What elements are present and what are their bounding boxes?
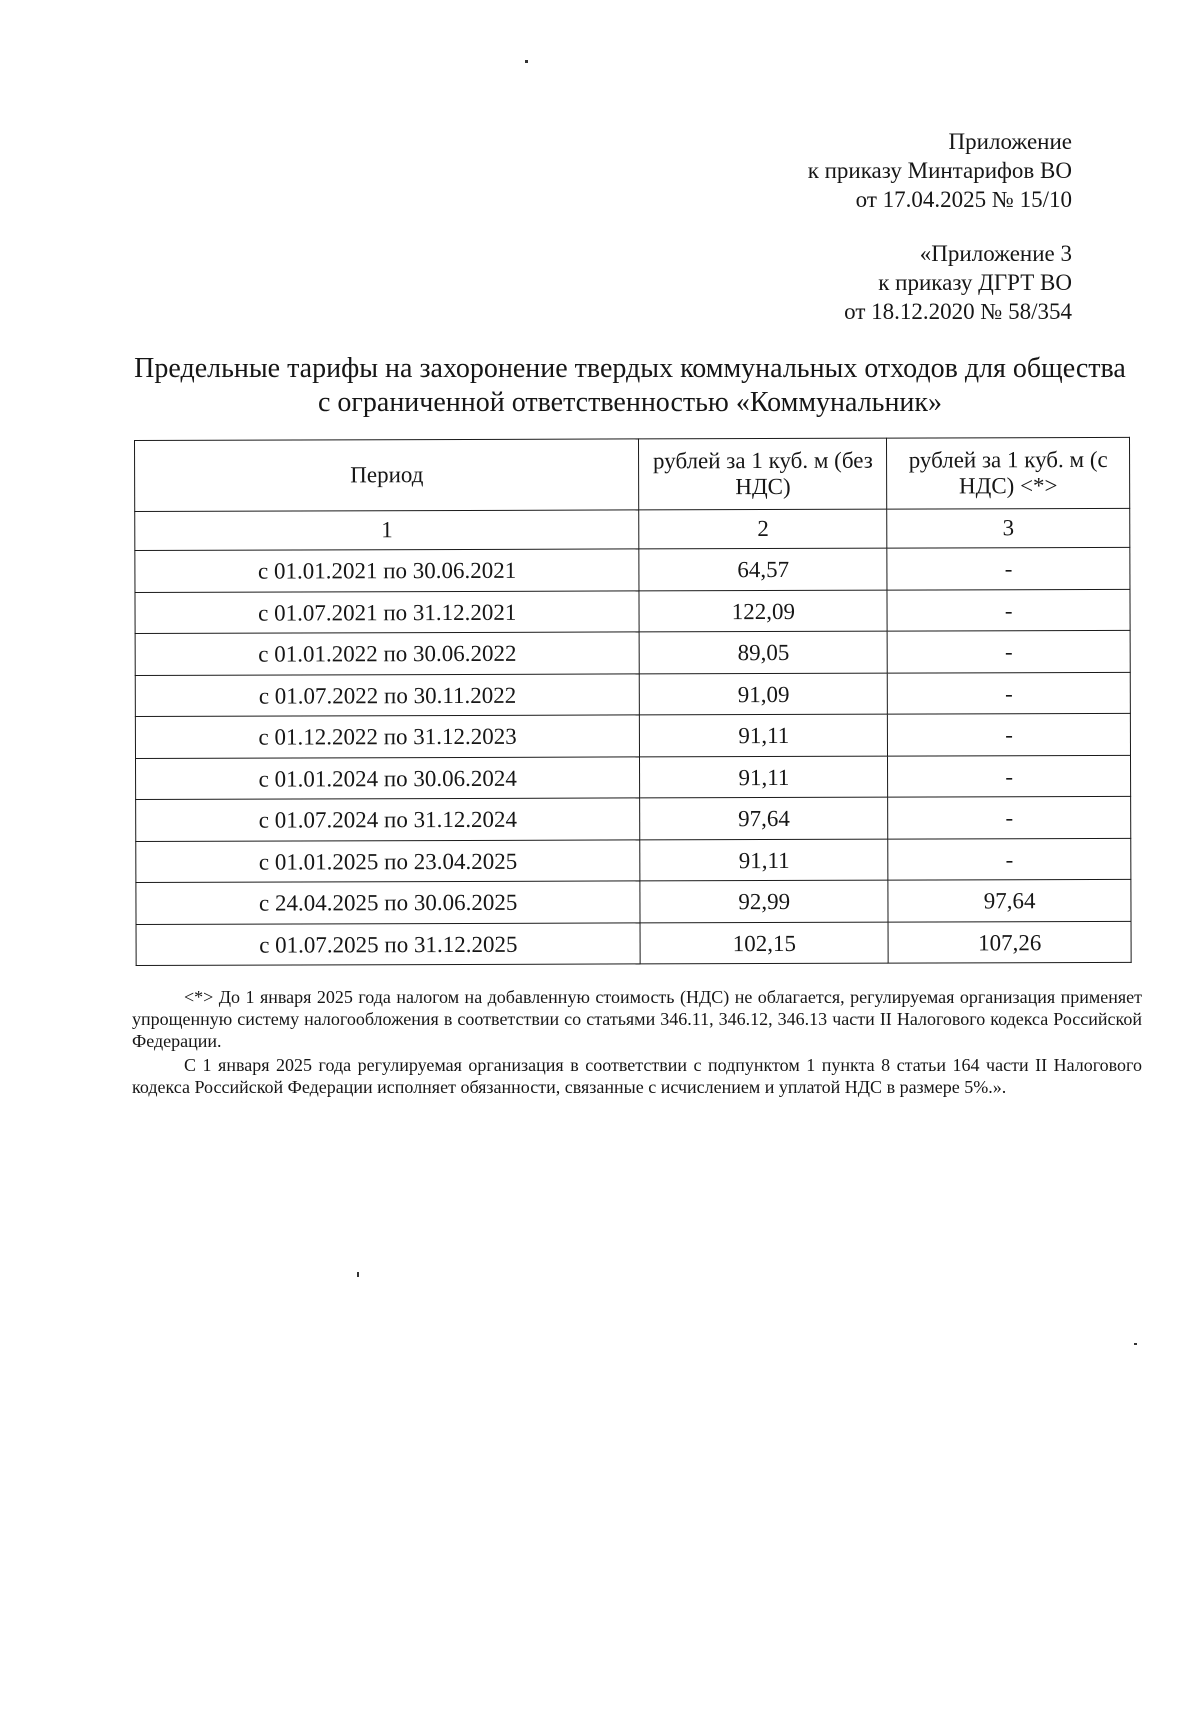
scan-speck <box>357 1272 359 1277</box>
appendix-order-ref: к приказу Минтарифов ВО <box>807 158 1072 183</box>
header-period: Период <box>135 439 640 512</box>
price-with-vat-cell: - <box>888 796 1131 838</box>
price-with-vat-cell: - <box>888 838 1131 880</box>
price-with-vat-cell: - <box>888 713 1131 755</box>
period-cell: с 01.07.2022 по 30.11.2022 <box>135 673 640 716</box>
price-without-vat-cell: 89,05 <box>640 631 888 673</box>
title-line-2: с ограниченной ответственностью «Коммунальник» <box>317 387 943 418</box>
price-with-vat-cell: - <box>887 547 1130 589</box>
period-cell: с 24.04.2025 по 30.06.2025 <box>136 881 641 924</box>
table-row <box>135 547 1130 592</box>
price-without-vat-cell: 91,11 <box>640 839 888 881</box>
period-cell: с 01.07.2024 по 31.12.2024 <box>136 798 641 841</box>
price-with-vat-cell: - <box>887 589 1130 631</box>
table-row <box>136 921 1131 966</box>
original-appendix-order-ref: к приказу ДГРТ ВО <box>878 270 1072 295</box>
footnotes <box>132 986 1142 1100</box>
period-cell: с 01.01.2025 по 23.04.2025 <box>136 839 641 882</box>
price-with-vat-cell: 97,64 <box>888 879 1131 921</box>
price-with-vat-cell: - <box>887 630 1130 672</box>
price-without-vat-cell: 91,09 <box>640 673 888 715</box>
column-number: 2 <box>639 509 887 549</box>
table-header-row <box>135 437 1130 511</box>
table-row <box>135 672 1130 717</box>
price-without-vat-cell: 122,09 <box>639 590 887 632</box>
period-cell: с 01.07.2025 по 31.12.2025 <box>136 922 641 965</box>
tariff-table <box>134 437 1132 966</box>
column-number-row <box>135 508 1130 550</box>
appendix-header <box>808 127 1072 214</box>
original-appendix-order-date: от 18.12.2020 № 58/354 <box>844 299 1072 324</box>
period-cell: с 01.12.2022 по 31.12.2023 <box>135 715 640 758</box>
price-without-vat-cell: 97,64 <box>640 797 888 839</box>
footnote-vat-exemption: <*> До 1 января 2025 года налогом на добавленную стоимость (НДС) не облагается, регулируемая организация применяет упрощенную систему налогообложения в соответствии со статьями 346.11, 346.12, 346.13 части II Налогового кодекса Российской Федерации. <box>132 987 1142 1051</box>
scan-speck <box>1134 1343 1137 1345</box>
table-row <box>136 796 1131 841</box>
table-row <box>135 630 1130 675</box>
price-without-vat-cell: 102,15 <box>640 922 888 964</box>
table-row <box>136 838 1131 883</box>
table-row <box>135 755 1130 800</box>
period-cell: с 01.01.2024 по 30.06.2024 <box>135 756 640 799</box>
table-row <box>135 589 1130 634</box>
title-line-1: Предельные тарифы на захоронение твердых коммунальных отходов для общества <box>134 353 1126 384</box>
column-number: 3 <box>887 508 1130 548</box>
table-row <box>136 879 1131 924</box>
price-without-vat-cell: 92,99 <box>640 880 888 922</box>
price-without-vat-cell: 91,11 <box>640 756 888 798</box>
price-with-vat-cell: - <box>888 755 1131 797</box>
price-without-vat-cell: 64,57 <box>639 548 887 590</box>
period-cell: с 01.01.2022 по 30.06.2022 <box>135 632 640 675</box>
price-without-vat-cell: 91,11 <box>640 714 888 756</box>
original-appendix-header <box>844 239 1072 326</box>
price-with-vat-cell: - <box>887 672 1130 714</box>
document-title <box>130 352 1130 420</box>
header-without-vat: рублей за 1 куб. м (без НДС) <box>639 438 887 510</box>
appendix-label: Приложение <box>948 129 1072 154</box>
header-with-vat: рублей за 1 куб. м (с НДС) <*> <box>887 437 1130 509</box>
original-appendix-label: «Приложение 3 <box>919 241 1072 266</box>
period-cell: с 01.01.2021 по 30.06.2021 <box>135 549 640 592</box>
period-cell: с 01.07.2021 по 31.12.2021 <box>135 590 640 633</box>
footnote-vat-obligation: С 1 января 2025 года регулируемая организация в соответствии с подпунктом 1 пункта 8 статьи 164 части II Налогового кодекса Российской Федерации исполняет обязанности, связанные с исчислением и уплатой НДС в размере 5%.». <box>132 1055 1142 1097</box>
table-row <box>135 713 1130 758</box>
scan-speck <box>525 60 528 63</box>
appendix-order-date: от 17.04.2025 № 15/10 <box>855 187 1072 212</box>
column-number: 1 <box>135 510 640 551</box>
price-with-vat-cell: 107,26 <box>888 921 1131 963</box>
